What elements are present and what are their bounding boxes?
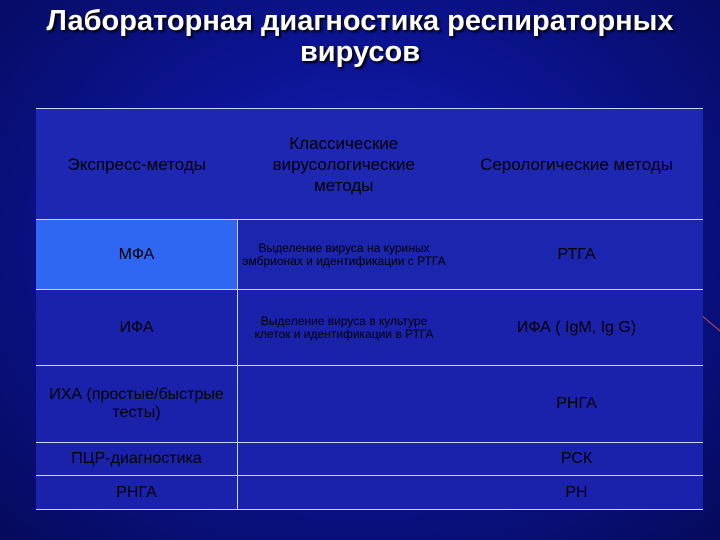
table-header-row (36, 109, 703, 220)
cell-serologic: РН (450, 476, 703, 510)
cell-serologic: ИФА ( IgM, Ig G) (450, 290, 703, 366)
cell-express: МФА (36, 220, 238, 290)
cell-classic (238, 443, 451, 476)
slide-title (0, 6, 720, 68)
cell-classic (238, 366, 451, 443)
cell-express: РНГА (36, 476, 238, 510)
slide-title-line2: вирусов (299, 36, 421, 68)
table-row (36, 476, 703, 510)
slide-title-line1: Лабораторная диагностика респираторных (46, 5, 674, 37)
cell-express: ПЦР-диагностика (36, 443, 238, 476)
table-row (36, 443, 703, 476)
table-row (36, 366, 703, 443)
header-classic: Классические вирусологические методы (238, 109, 451, 220)
decorative-line (702, 316, 720, 342)
header-serologic: Серологические методы (450, 109, 703, 220)
cell-serologic: РСК (450, 443, 703, 476)
cell-express: ИХА (простые/быстрые тесты) (36, 366, 238, 443)
diagnostics-table (36, 108, 703, 510)
table-row (36, 220, 703, 290)
cell-express: ИФА (36, 290, 238, 366)
cell-serologic: РНГА (450, 366, 703, 443)
header-express: Экспресс-методы (36, 109, 238, 220)
cell-serologic: РТГА (450, 220, 703, 290)
table-row (36, 290, 703, 366)
cell-classic: Выделение вируса в культуре клеток и идентификации в РТГА (238, 290, 451, 366)
cell-classic (238, 476, 451, 510)
cell-classic: Выделение вируса на куриных эмбрионах и идентификации с РТГА (238, 220, 451, 290)
